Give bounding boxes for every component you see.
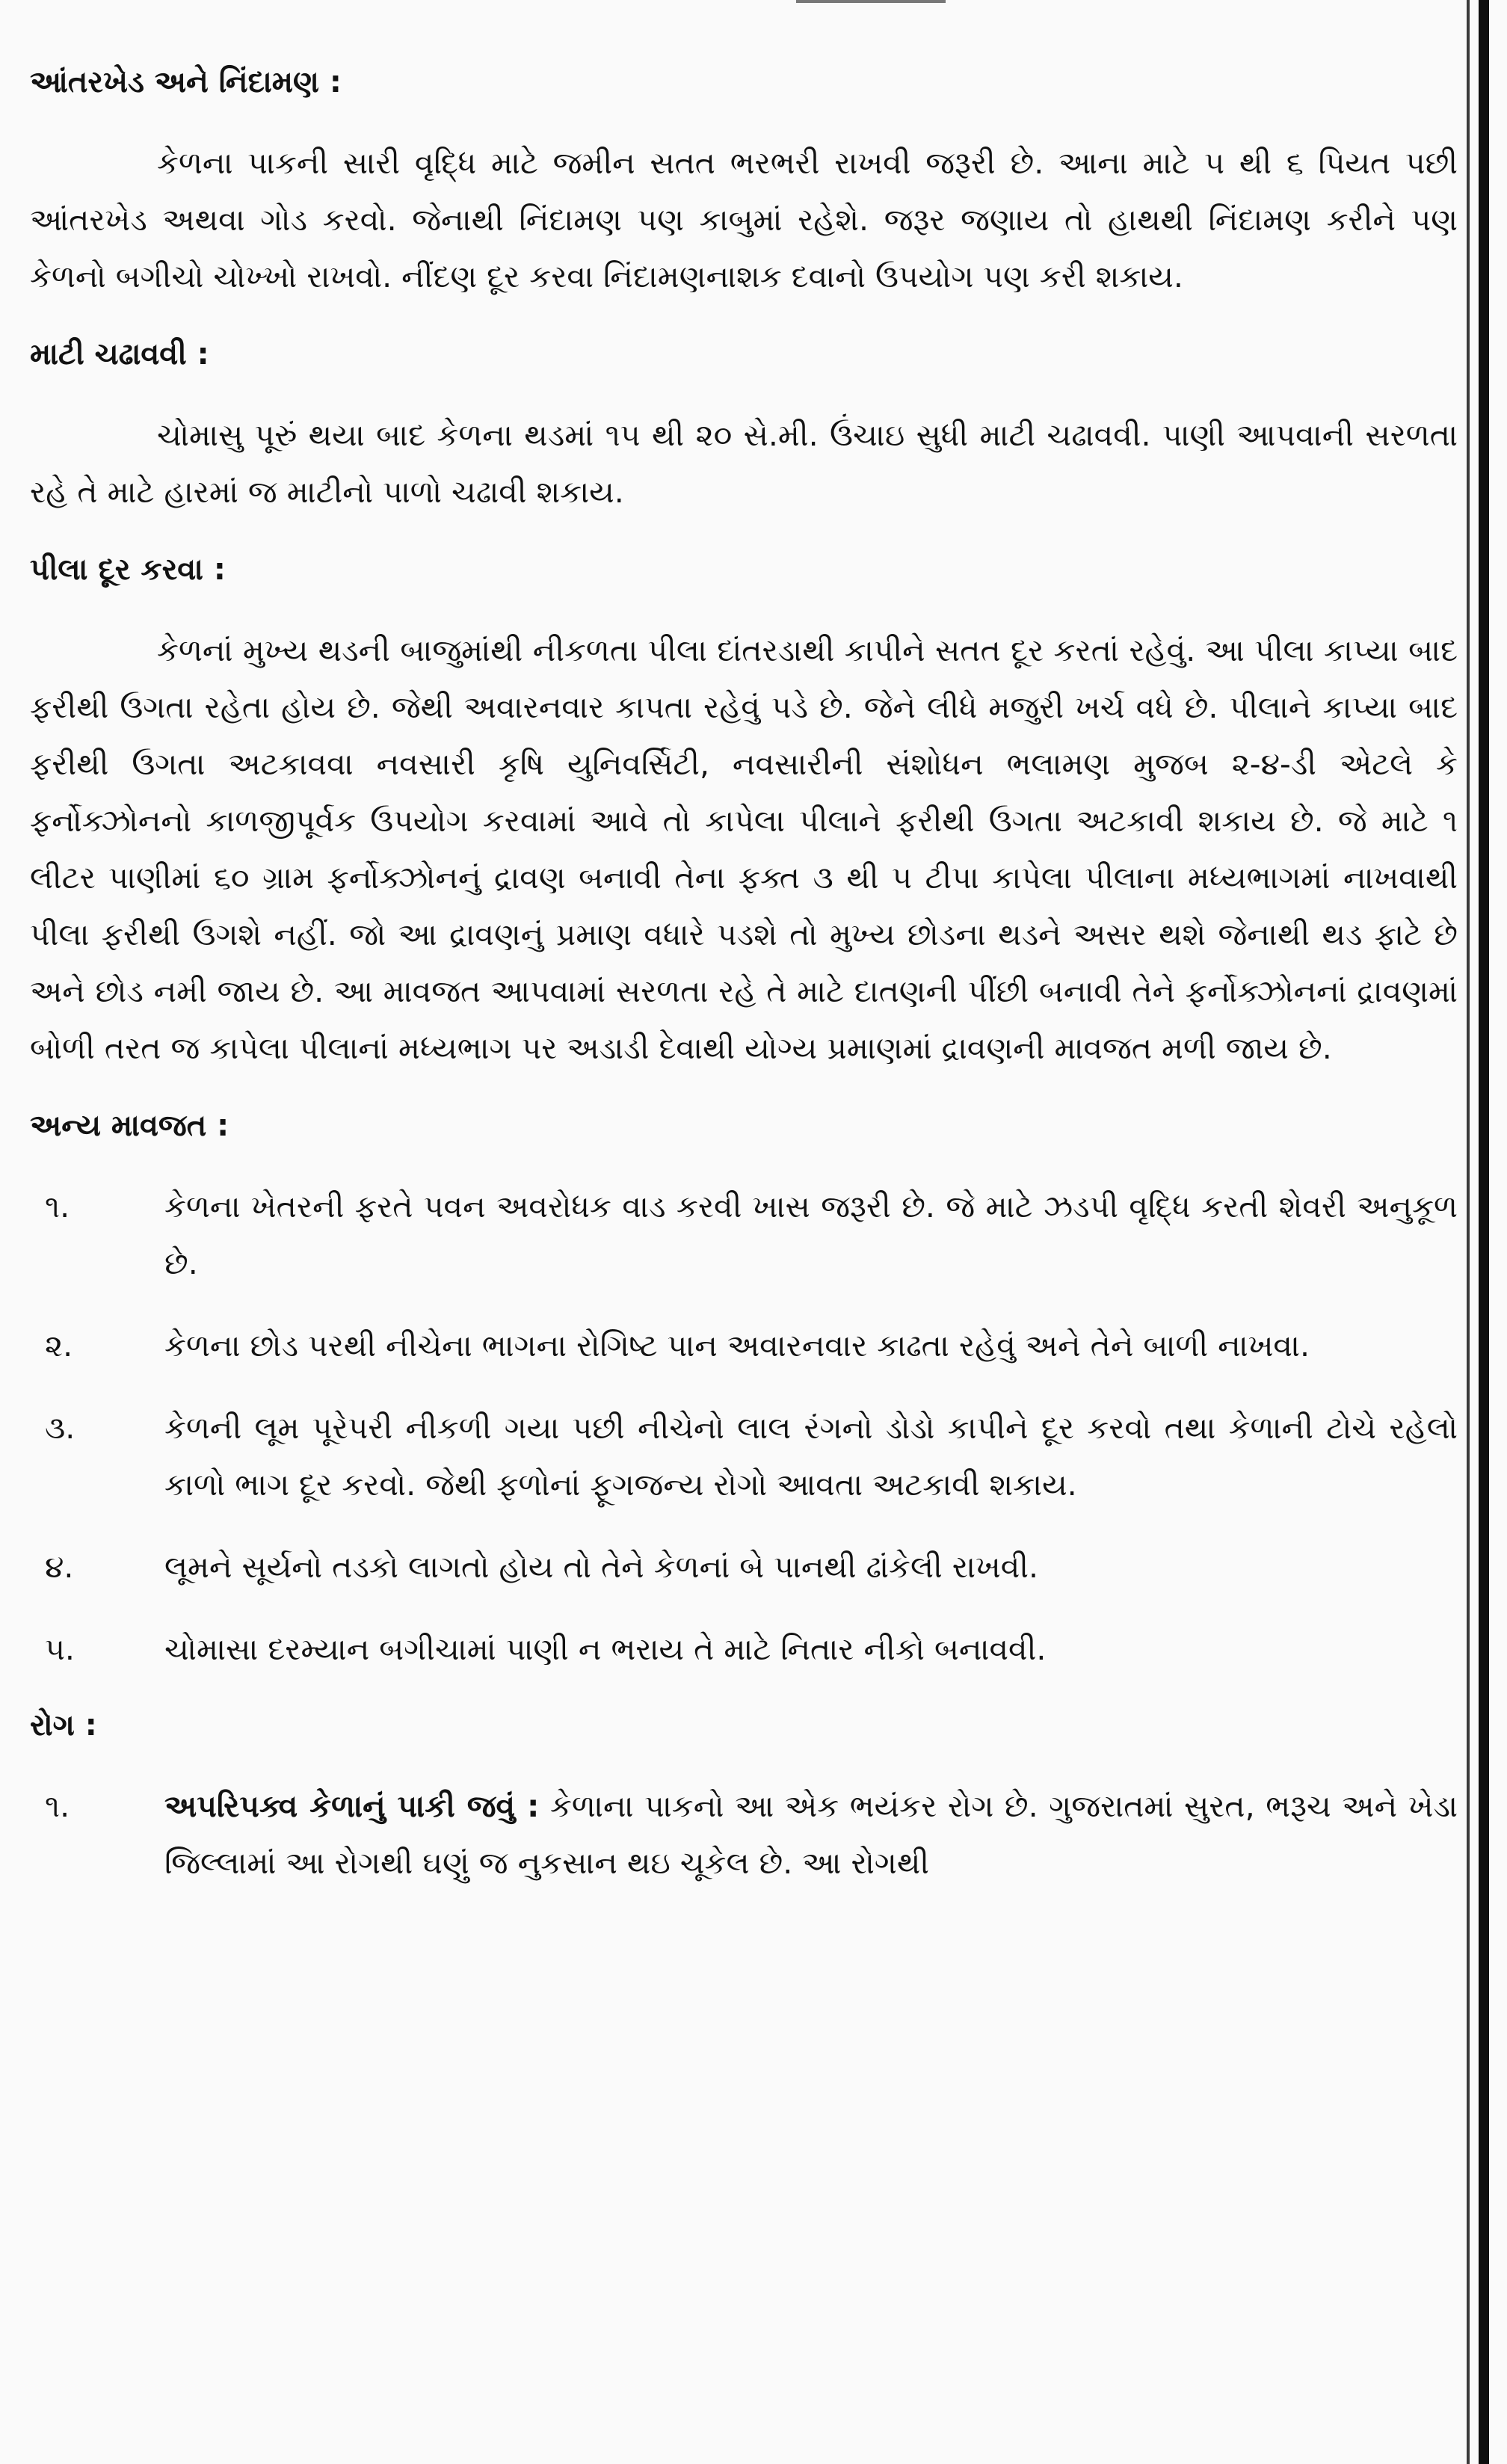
list-text: કેળના છોડ પરથી નીચેના ભાગના રોગિષ્ટ પાન અવારનવાર કાઢતા રહેવું અને તેને બાળી નાખવા. (164, 1328, 1310, 1364)
paragraph-earthing-up: ચોમાસુ પૂરું થયા બાદ કેળના થડમાં ૧૫ થી ૨૦ સે.મી. ઉંચાઇ સુધી માટી ચઢાવવી. પાણી આપવાની સરળતા રહે તે માટે હારમાં જ માટીનો પાળો ચઢાવી શકાય. (30, 417, 1458, 510)
list-number: ૩. (45, 1410, 75, 1446)
heading-interculture-weeding: આંતરખેડ અને નિંદામણ : (30, 65, 342, 99)
list-number: ૪. (45, 1549, 74, 1585)
list-number: ૫. (45, 1631, 75, 1667)
page-border-inner (1467, 0, 1470, 2464)
list-number: ૧. (45, 1189, 70, 1225)
list-number: ૧. (45, 1788, 70, 1824)
list-text (164, 1778, 1458, 1891)
list-item (30, 1778, 1458, 1891)
heading-diseases: રોગ : (30, 1708, 97, 1743)
paragraph-interculture-weeding: કેળના પાકની સારી વૃદ્ધિ માટે જમીન સતત ભરભરી રાખવી જરૂરી છે. આના માટે ૫ થી ૬ પિયત પછી આંતરખેડ અથવા ગોડ કરવો. જેનાથી નિંદામણ પણ કાબુમાં રહેશે. જરૂર જણાય તો હાથથી નિંદામણ કરીને પણ કેળનો બગીચો ચોખ્ખો રાખવો. નીંદણ દૂર કરવા નિંદામણનાશક દવાનો ઉપયોગ પણ કરી શકાય. (30, 145, 1458, 295)
disease-name: અપરિપક્વ કેળાનું પાકી જવું : (164, 1788, 540, 1824)
list-item (30, 1178, 1458, 1292)
scan-mark (796, 0, 946, 10)
heading-sucker-removal: પીલા દૂર કરવા : (30, 552, 226, 587)
heading-earthing-up: માટી ચઢાવવી : (30, 337, 209, 372)
list-text: કેળની લૂમ પૂરેપરી નીકળી ગયા પછી નીચેનો લાલ રંગનો ડોડો કાપીને દૂર કરવો તથા કેળાની ટોચે રહેલો કાળો ભાગ દૂર કરવો. જેથી ફળોનાં ફૂગજન્ય રોગો આવતા અટકાવી શકાય. (164, 1410, 1458, 1503)
page-border (1479, 0, 1489, 2464)
list-text: ચોમાસા દરમ્યાન બગીચામાં પાણી ન ભરાય તે માટે નિતાર નીકો બનાવવી. (164, 1631, 1047, 1667)
list-text: લૂમને સૂર્યનો તડકો લાગતો હોય તો તેને કેળનાં બે પાનથી ઢાંકેલી રાખવી. (164, 1549, 1039, 1585)
document-body (30, 60, 1458, 1917)
heading-other-care: અન્ય માવજત : (30, 1109, 229, 1143)
paragraph-sucker-removal: કેળનાં મુખ્ય થડની બાજુમાંથી નીકળતા પીલા દાંતરડાથી કાપીને સતત દૂર કરતાં રહેવું. આ પીલા કાપ્યા બાદ ફરીથી ઉગતા રહેતા હોય છે. જેથી અવારનવાર કાપતા રહેવું પડે છે. જેને લીધે મજુરી ખર્ચ વધે છે. પીલાને કાપ્યા બાદ ફરીથી ઉગતા અટકાવવા નવસારી કૃષિ યુનિવર્સિટી, નવસારીની સંશોધન ભલામણ મુજબ ૨-૪-ડી એટલે કે ફર્નોક્ઝોનનો કાળજીપૂર્વક ઉપયોગ કરવામાં આવે તો કાપેલા પીલાને ફરીથી ઉગતા અટકાવી શકાય છે. જે માટે ૧ લીટર પાણીમાં ૬૦ ગ્રામ ફર્નોક્ઝોનનું દ્રાવણ બનાવી તેના ફક્ત ૩ થી ૫ ટીપા કાપેલા પીલાના મધ્યભાગમાં નાખવાથી પીલા ફરીથી ઉગશે નહીં. જો આ દ્રાવણનું પ્રમાણ વધારે પડશે તો મુખ્ય છોડના થડને અસર થશે જેનાથી થડ ફાટે છે અને છોડ નમી જાય છે. આ માવજત આપવામાં સરળતા રહે તે માટે દાતણની પીંછી બનાવી તેને ફર્નોક્ઝોનનાં દ્રાવણમાં બોળી તરત જ કાપેલા પીલાનાં મધ્યભાગ પર અડાડી દેવાથી યોગ્ય પ્રમાણમાં દ્રાવણની માવજત મળી જાય છે. (30, 632, 1458, 1066)
list-item (30, 1539, 1458, 1595)
disease-description: કેળાના પાકનો આ એક ભયંકર રોગ છે. ગુજરાતમાં સુરત, ભરૂચ અને ખેડા જિલ્લામાં આ રોગથી ઘણું જ નુકસાન થઇ ચૂકેલ છે. આ રોગથી (164, 1788, 1458, 1881)
list-text: કેળના ખેતરની ફરતે પવન અવરોધક વાડ કરવી ખાસ જરૂરી છે. જે માટે ઝડપી વૃદ્ધિ કરતી શેવરી અનુકૂળ છે. (164, 1189, 1458, 1281)
list-item (30, 1399, 1458, 1513)
list-number: ૨. (45, 1328, 73, 1364)
list-item (30, 1317, 1458, 1374)
list-item (30, 1621, 1458, 1678)
